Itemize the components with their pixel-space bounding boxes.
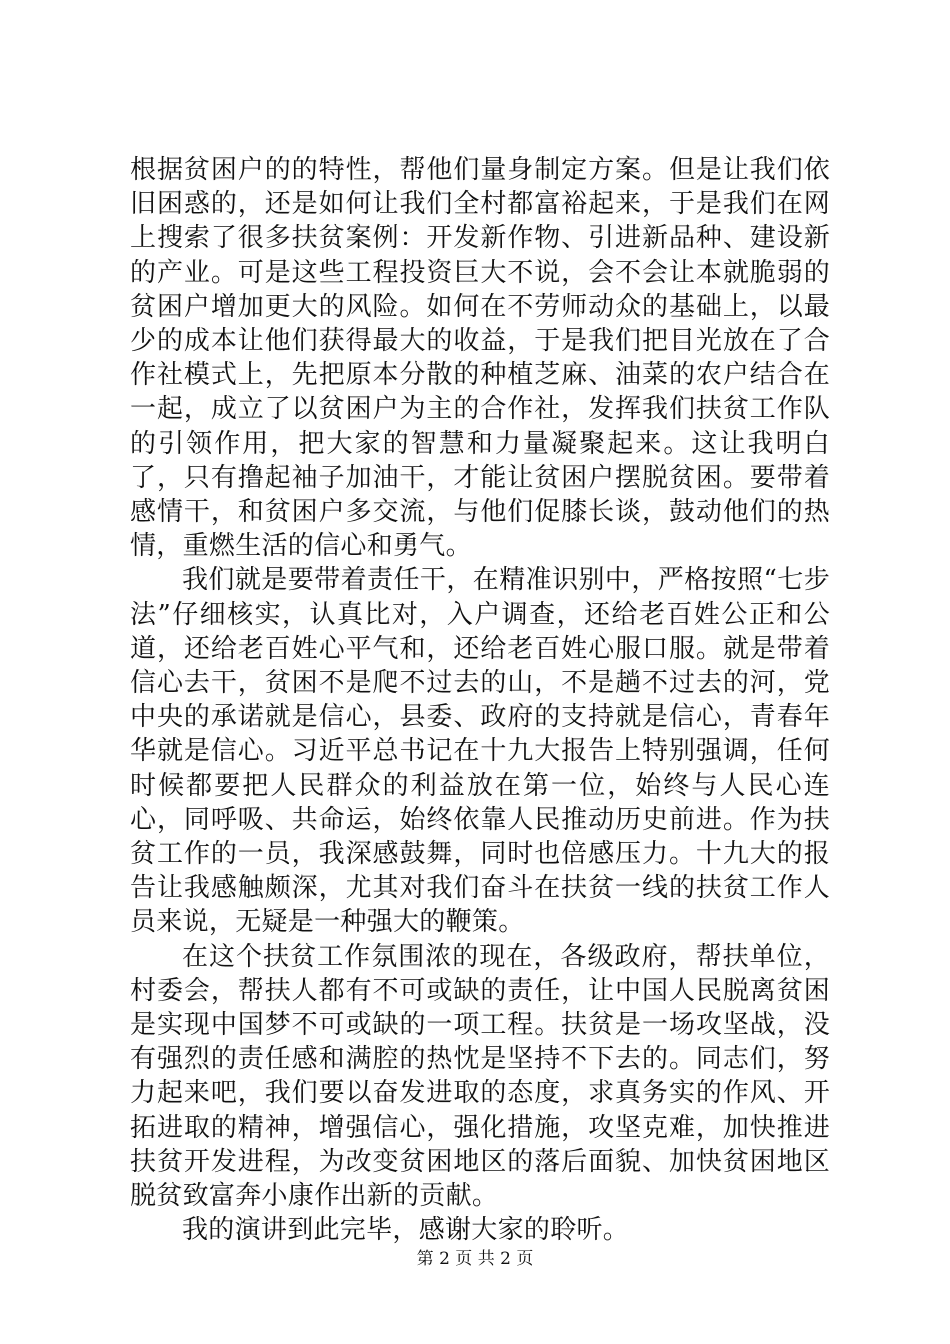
paragraph-4: 我的演讲到此完毕，感谢大家的聆听。 <box>182 1215 630 1246</box>
paragraph-3: 在这个扶贫工作氛围浓的现在，各级政府，帮扶单位，村委会，帮扶人都有不可或缺的责任，让中国人民脱离贫困是实现中国梦不可或缺的一项工程。扶贫是一场攻坚战，没有强烈的责任感和满腔的热忱是坚持不下去的。同志们，努力起来吧，我们要以奋发进取的态度，求真务实的作风、开拓进取的精神，增强信心，强化措施，攻坚克难，加快推进扶贫开发进程，为改变贫困地区的落后面貌、加快贫困地区脱贫致富奔小康作出新的贡献。 <box>130 941 830 1212</box>
document-body <box>130 153 830 1248</box>
page-number: 第 2 页 共 2 页 <box>416 1249 534 1269</box>
paragraph-1: 根据贫困户的的特性，帮他们量身制定方案。但是让我们依旧困惑的，还是如何让我们全村都富裕起来，于是我们在网上搜索了很多扶贫案例：开发新作物、引进新品种、建设新的产业。可是这些工程投资巨大不说，会不会让本就脆弱的贫困户增加更大的风险。如何在不劳师动众的基础上，以最少的成本让他们获得最大的收益，于是我们把目光放在了合作社模式上，先把原本分散的种植芝麻、油菜的农户结合在一起，成立了以贫困户为主的合作社，发挥我们扶贫工作队的引领作用，把大家的智慧和力量凝聚起来。这让我明白了，只有撸起袖子加油干，才能让贫困户摆脱贫困。要带着感情干，和贫困户多交流，与他们促膝长谈，鼓动他们的热情，重燃生活的信心和勇气。 <box>130 155 830 562</box>
page-footer <box>0 1244 950 1269</box>
paragraph-2: 我们就是要带着责任干，在精准识别中，严格按照“七步法”仔细核实，认真比对，入户调查，还给老百姓公正和公道，还给老百姓心平气和，还给老百姓心服口服。就是带着信心去干，贫困不是爬不过去的山，不是趟不过去的河，党中央的承诺就是信心，县委、政府的支持就是信心，青春年华就是信心。习近平总书记在十九大报告上特别强调，任何时候都要把人民群众的利益放在第一位，始终与人民心连心，同呼吸、共命运，始终依靠人民推动历史前进。作为扶贫工作的一员，我深感鼓舞，同时也倍感压力。十九大的报告让我感触颇深，尤其对我们奋斗在扶贫一线的扶贫工作人员来说，无疑是一种强大的鞭策。 <box>130 565 830 938</box>
